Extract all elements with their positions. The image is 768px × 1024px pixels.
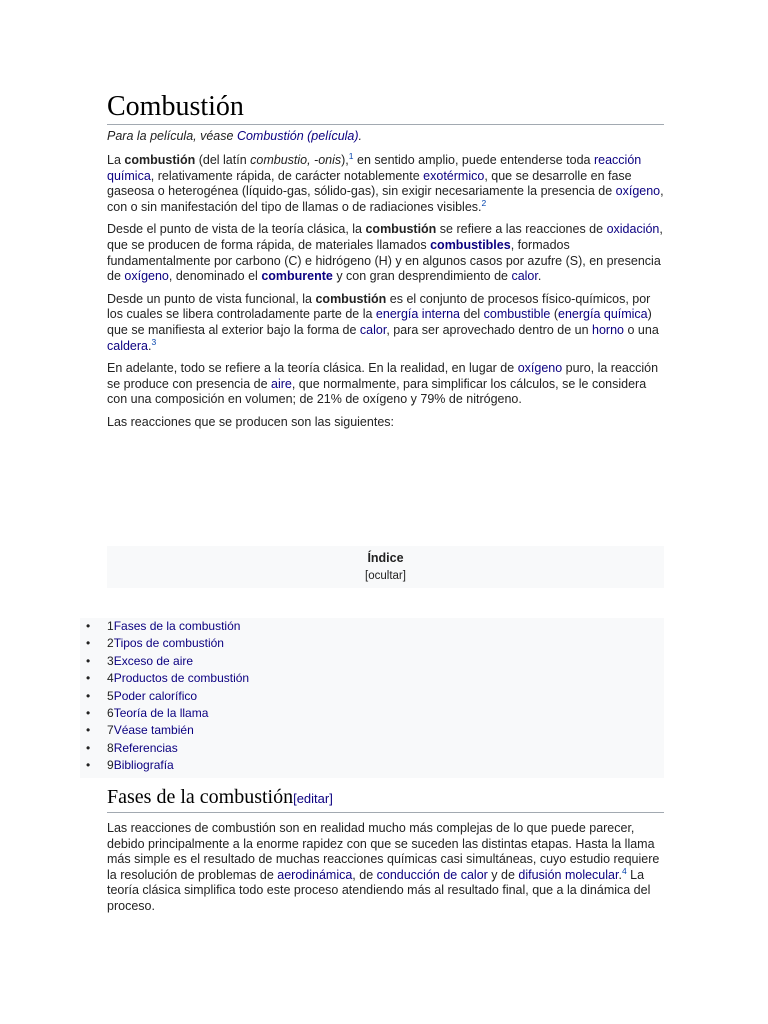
paragraph-3	[107, 292, 664, 354]
toc-link[interactable]: Véase también	[113, 723, 194, 738]
toc-link[interactable]: Teoría de la llama	[113, 706, 209, 721]
paragraph-5: Las reacciones que se producen son las siguientes:	[107, 414, 394, 429]
missing-image-space	[107, 438, 664, 546]
text: .	[537, 269, 542, 284]
bullet-icon: •	[86, 688, 91, 703]
reference-link[interactable]: 1	[348, 150, 354, 161]
text: , denominado el	[168, 269, 262, 284]
toc-number: 9	[107, 758, 114, 773]
bold-term: combustión	[124, 153, 196, 167]
text: .	[148, 338, 152, 353]
text: La teoría clásica simplifica todo este proceso atendiendo más al resultado final, que a la dinámica del proceso.	[107, 867, 651, 913]
text: Desde un punto de vista funcional, la	[107, 291, 316, 306]
bullet-icon: •	[86, 671, 91, 686]
toc-number: 7	[107, 723, 114, 738]
toc-number: 6	[107, 706, 114, 721]
text: Desde el punto de vista de la teoría clásica, la	[107, 222, 366, 237]
toc-item[interactable]	[80, 705, 664, 722]
text: , formados fundamentalmente por carbono (C) e hidrógeno (H) y en algunos casos por azufre (S), en presencia de	[107, 237, 661, 284]
bullet-icon: •	[86, 723, 91, 738]
link-calor[interactable]: calor	[511, 269, 538, 284]
bullet-icon: •	[86, 636, 91, 651]
page-title: Combustión	[107, 92, 664, 125]
link-oxigeno[interactable]: oxígeno	[517, 361, 563, 376]
text: Las reacciones de combustión son en realidad mucho más complejas de lo que puede parecer, debido principalmente a la enorme rapidez con que se suceden las distintas etapas. Hasta la llama más simple es el resultado de muchas reacciones químicas casi simultáneas, cuyo estudio requiere la resolución de problemas de	[107, 821, 660, 882]
link-caldera[interactable]: caldera	[107, 338, 148, 353]
toc-item[interactable]	[80, 635, 664, 652]
toc-item[interactable]	[80, 688, 664, 705]
text: y de	[487, 867, 519, 882]
toc-link[interactable]: Bibliografía	[113, 758, 174, 773]
bullet-icon: •	[86, 653, 91, 668]
toc-number: 3	[107, 653, 114, 668]
text: , con o sin manifestación del tipo de llamas o de radiaciones visibles.	[107, 184, 664, 214]
text: , para ser aprovechado dentro de un	[386, 322, 593, 337]
text: , que normalmente, para simplificar los cálculos, se le considera con una composición en volumen; de 21% de oxígeno y 79% de nitrógeno.	[107, 376, 647, 407]
text: En adelante, todo se refiere a la teoría clásica. En la realidad, en lugar de	[107, 361, 518, 376]
bullet-icon: •	[86, 706, 91, 721]
text: (	[550, 307, 558, 322]
hatnote-link[interactable]: Combustión (película)	[236, 129, 359, 143]
text: (del latín	[195, 153, 251, 167]
text: La	[107, 153, 125, 167]
etymology: combustio, -onis	[250, 153, 342, 167]
link-oxidacion[interactable]: oxidación	[606, 222, 660, 237]
toc-number: 2	[107, 636, 114, 651]
toc-number: 5	[107, 688, 114, 703]
section-fases	[107, 785, 664, 922]
link-reaccion-quimica[interactable]: reacción química	[107, 153, 642, 183]
article	[107, 92, 664, 588]
hatnote-text: Para la película, véase	[107, 129, 237, 143]
bullet-icon: •	[86, 619, 91, 633]
text: , relativamente rápida, de carácter notablemente	[150, 168, 424, 183]
toc-link[interactable]: Referencias	[113, 740, 178, 755]
link-combustible[interactable]: combustible	[483, 307, 551, 322]
toc-number: 8	[107, 740, 114, 755]
link-combustibles[interactable]: combustibles	[430, 237, 511, 252]
bold-term: combustión	[365, 222, 437, 237]
reference-link[interactable]: 3	[151, 336, 157, 347]
text: ) que se manifiesta al exterior bajo la forma de	[107, 307, 652, 337]
toc-item[interactable]	[80, 722, 664, 739]
toc-item[interactable]	[80, 757, 664, 774]
toc-number: 1	[107, 619, 114, 633]
toc-link[interactable]: Productos de combustión	[113, 671, 250, 686]
toc-list	[80, 618, 664, 775]
bullet-icon: •	[86, 758, 91, 773]
toc-header	[107, 546, 664, 588]
bullet-icon: •	[86, 740, 91, 755]
section-heading	[107, 785, 664, 813]
text: se refiere a las reacciones de	[436, 222, 607, 237]
toc-item[interactable]	[80, 653, 664, 670]
toc-number: 4	[107, 671, 114, 686]
text: , que se desarrolle en fase gaseosa o heterogénea (líquido-gas, sólido-gas), sin exigir necesariamente la presencia de	[107, 168, 632, 199]
link-oxigeno[interactable]: oxígeno	[124, 269, 169, 284]
link-horno[interactable]: horno	[592, 322, 625, 337]
link-conduccion-de-calor[interactable]: conducción de calor	[376, 867, 488, 882]
edit-section-link[interactable]: [editar]	[293, 791, 333, 806]
hatnote	[107, 129, 664, 144]
paragraph-1	[107, 150, 664, 215]
link-aerodinamica[interactable]: aerodinámica	[277, 867, 353, 882]
link-difusion-molecular[interactable]: difusión molecular	[518, 867, 619, 882]
toc-title: Índice	[367, 550, 404, 565]
bold-term: combustión	[315, 291, 387, 306]
toc-toggle[interactable]: [ocultar]	[365, 569, 406, 582]
text: .	[618, 867, 622, 882]
table-of-contents	[80, 618, 664, 778]
toc-item[interactable]	[80, 670, 664, 687]
link-energia-interna[interactable]: energía interna	[375, 307, 461, 322]
text: y con gran desprendimiento de	[332, 269, 512, 284]
link-energia-quimica[interactable]: energía química	[558, 307, 648, 322]
link-calor[interactable]: calor	[359, 322, 387, 337]
paragraph-2	[107, 222, 664, 284]
link-exotermico[interactable]: exotérmico	[423, 168, 485, 183]
reference-link[interactable]: 2	[481, 197, 487, 208]
section-paragraph	[107, 821, 664, 915]
reference-link[interactable]: 4	[621, 865, 627, 876]
toc-link[interactable]: Poder calorífico	[113, 688, 198, 703]
link-aire[interactable]: aire	[271, 376, 292, 391]
hatnote-suffix: .	[358, 129, 363, 143]
toc-item[interactable]	[80, 618, 664, 635]
text: puro, la reacción se produce con presencia de	[107, 361, 659, 391]
toc-link[interactable]: Tipos de combustión	[113, 636, 224, 651]
text: del	[460, 307, 484, 322]
paragraph-4	[107, 361, 664, 408]
text: , que se producen de forma rápida, de materiales llamados	[107, 222, 663, 252]
text: o una	[624, 322, 659, 337]
toc-item[interactable]	[80, 740, 664, 757]
text: en sentido amplio, puede entenderse toda	[353, 153, 594, 167]
toc-link[interactable]: Exceso de aire	[113, 653, 194, 668]
text: es el conjunto de procesos físico-químicos, por los cuales se libera controladamente parte de la	[107, 291, 651, 322]
toc-link[interactable]: Fases de la combustión	[113, 619, 241, 633]
link-comburente[interactable]: comburente	[261, 269, 333, 284]
section-heading-text: Fases de la combustión	[107, 786, 294, 808]
text: ),	[341, 153, 349, 167]
text: , de	[352, 867, 377, 882]
link-oxigeno[interactable]: oxígeno	[615, 184, 661, 199]
